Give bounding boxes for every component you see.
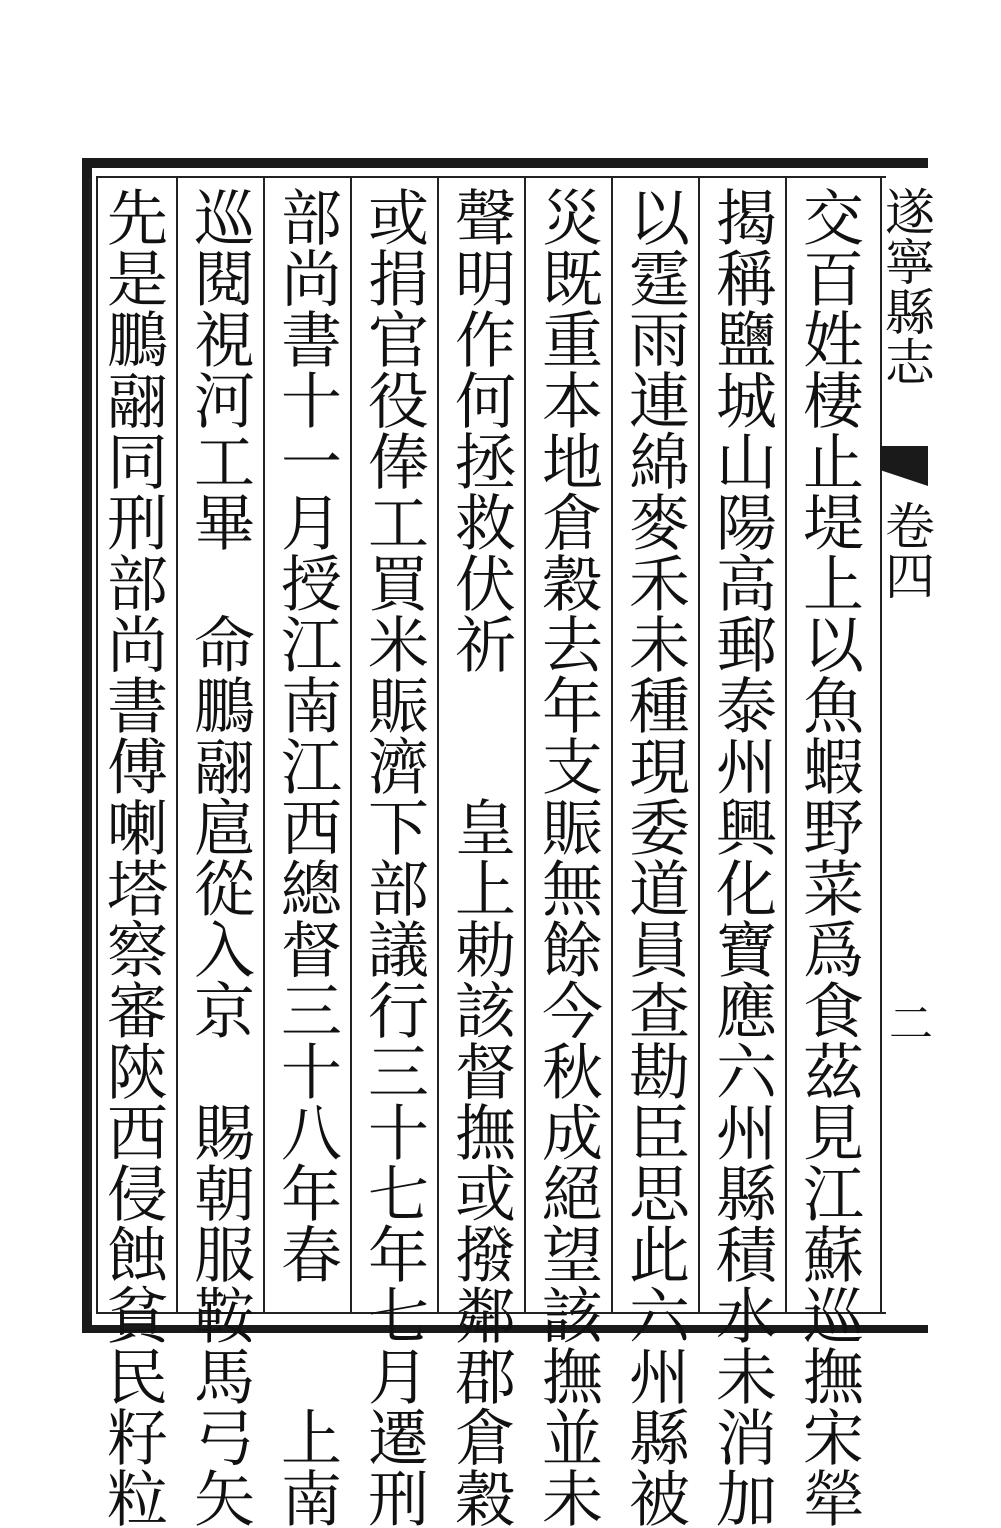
text-segment: 以霆雨連綿麥禾未種現委道員查勘臣思此六州縣被 xyxy=(619,186,690,1528)
text-column xyxy=(358,186,429,1528)
column-rule xyxy=(350,178,352,1312)
text-segment: 上南 xyxy=(271,1406,342,1528)
text-segment: 聲明作何拯救伏祈 xyxy=(445,186,516,674)
page-number: 二 xyxy=(881,1000,932,1044)
column-rule xyxy=(176,178,178,1312)
text-segment: 揭稱鹽城山陽高郵泰州興化寶應六州縣積水未消加 xyxy=(706,186,777,1528)
juan-number: 卷四 xyxy=(877,500,935,600)
text-column xyxy=(445,186,516,1528)
text-segment: 先是鵬翮同刑部尚書傅喇塔察審陝西侵蝕貧民籽粒 xyxy=(97,186,168,1528)
book-title: 遂寧縣志 xyxy=(877,186,935,386)
column-rule xyxy=(263,178,265,1312)
text-column xyxy=(271,186,342,1528)
text-column xyxy=(706,186,777,1528)
text-column xyxy=(532,186,603,1528)
text-column xyxy=(184,186,255,1528)
text-column xyxy=(793,186,864,1528)
text-segment: 巡閱視河工畢 xyxy=(184,186,255,552)
text-segment: 賜朝服鞍馬弓矢 xyxy=(184,1101,255,1528)
column-rule xyxy=(437,178,439,1312)
text-column xyxy=(97,186,168,1528)
column-rule xyxy=(89,178,91,1312)
column-rule xyxy=(524,178,526,1312)
text-column xyxy=(619,186,690,1528)
text-segment: 命鵬翮扈從入京 xyxy=(184,613,255,1040)
text-segment: 皇上勅該督撫或撥鄰郡倉穀 xyxy=(445,796,516,1528)
text-segment: 部尚書十一月授江南江西總督三十八年春 xyxy=(271,186,342,1284)
column-rule xyxy=(785,178,787,1312)
text-segment: 災既重本地倉穀去年支賑無餘今秋成絕望該撫並未 xyxy=(532,186,603,1528)
column-rule xyxy=(698,178,700,1312)
text-segment: 或捐官役俸工買米賑濟下部議行三十七年七月遷刑 xyxy=(358,186,429,1528)
text-segment: 交百姓棲止堤上以魚蝦野菜爲食茲見江蘇巡撫宋犖 xyxy=(793,186,864,1528)
column-rule xyxy=(611,178,613,1312)
